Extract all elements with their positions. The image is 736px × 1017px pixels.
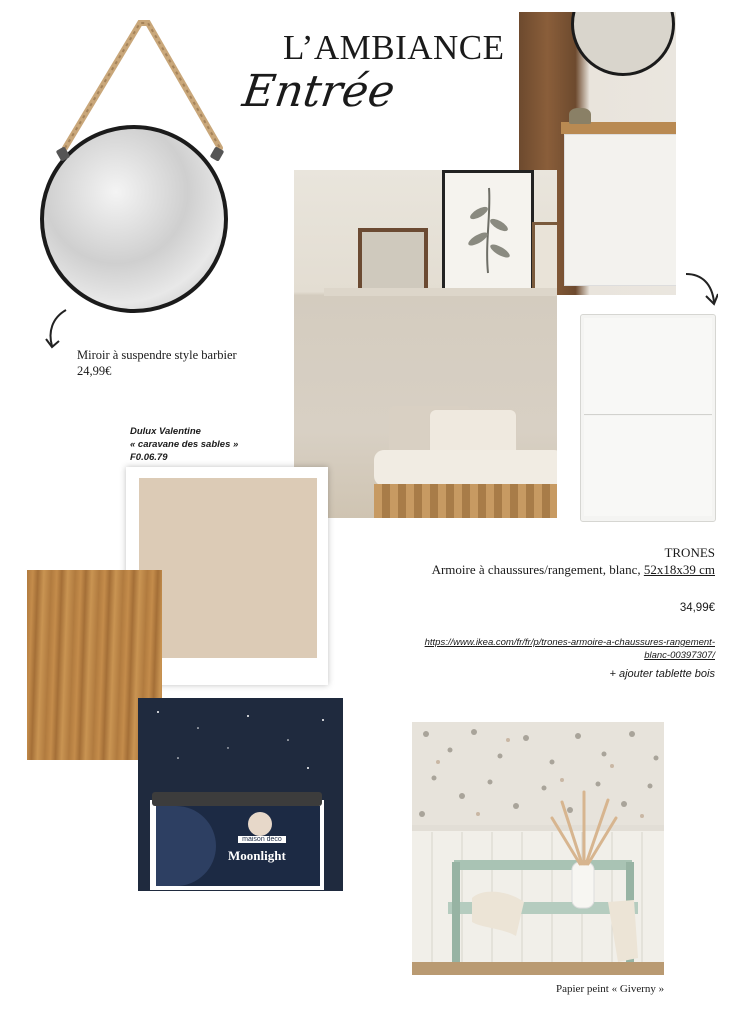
paint-color-label [130,425,238,464]
paint-shade: « caravane des sables » [130,439,239,450]
wallpaper-caption: Papier peint « Giverny » [556,983,665,995]
paint-code: F0.06.79 [130,452,168,463]
paint-can-lid [152,792,322,806]
cabinet-description [380,562,715,578]
cabinet-name: TRONES [664,545,715,560]
mirror-name: Miroir à suspendre style barbier [77,348,237,362]
paint-brand-logo [248,812,272,836]
page-subtitle: Entrée [239,66,398,117]
page-title: L’AMBIANCE [283,28,505,67]
paint-brand: Dulux Valentine [130,426,201,437]
picture-ledge [324,288,557,296]
vase [569,108,591,124]
mirror-price: 24,99€ [77,364,112,378]
small-frame [358,228,428,296]
paint-can-body [156,806,320,886]
rattan-bench [374,484,557,518]
color-swatch [139,478,317,658]
cabinet-description-text: Armoire à chaussures/rangement, blanc, [431,562,644,577]
entry-bench-photo [294,170,557,518]
cabinet-link-line: https://www.ikea.com/fr/fr/p/trones-armoire-a-chaussures-rangement- [424,637,715,648]
round-mirror [571,12,675,76]
curved-arrow-icon [684,268,718,310]
wallpaper-photo [412,722,664,975]
cabinet-note: + ajouter tablette bois [609,668,715,680]
cabinet-link[interactable] [420,636,715,662]
bench-seat-cushion [374,450,557,486]
paint-can-name: Moonlight [228,848,286,863]
botanical-frame [442,170,534,294]
paint-can-photo [138,698,343,891]
cabinet-image [580,314,716,522]
curved-arrow-icon [44,308,78,350]
paint-can-brand: maison deco [238,836,286,843]
shoe-cabinet [564,134,676,286]
cabinet-price: 34,99€ [679,602,715,614]
cabinet-dimensions: 52x18x39 cm [643,562,715,577]
cabinet-link-line: blanc-00397307/ [644,650,715,661]
side-frame [532,222,557,294]
